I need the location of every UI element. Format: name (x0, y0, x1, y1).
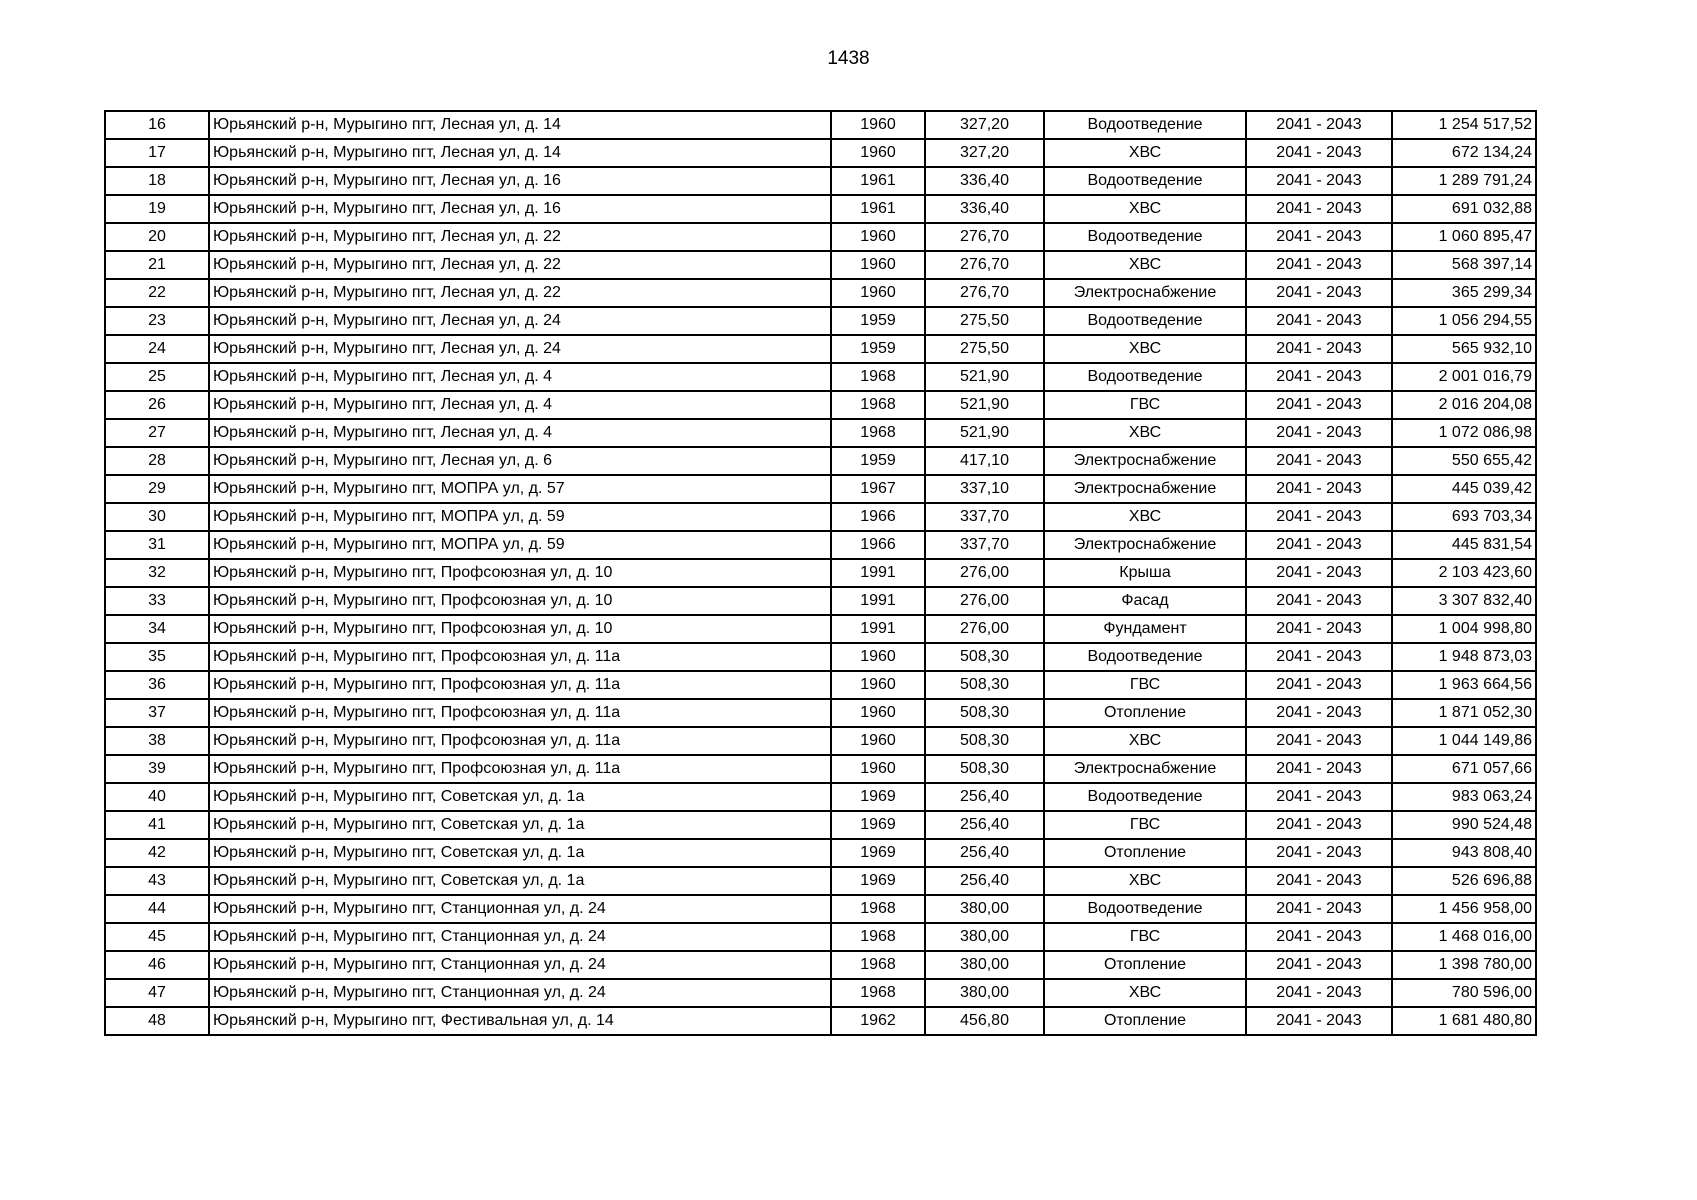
area-cell: 256,40 (925, 839, 1044, 867)
work-type-cell: ХВС (1044, 867, 1246, 895)
cost-cell: 445 831,54 (1392, 531, 1536, 559)
cost-cell: 1 060 895,47 (1392, 223, 1536, 251)
area-cell: 508,30 (925, 755, 1044, 783)
address-cell: Юрьянский р-н, Мурыгино пгт, Лесная ул, д. 4 (209, 363, 831, 391)
year-built-cell: 1967 (831, 475, 925, 503)
cost-cell: 445 039,42 (1392, 475, 1536, 503)
cost-cell: 983 063,24 (1392, 783, 1536, 811)
address-cell: Юрьянский р-н, Мурыгино пгт, Лесная ул, д. 6 (209, 447, 831, 475)
cost-cell: 691 032,88 (1392, 195, 1536, 223)
work-type-cell: ХВС (1044, 419, 1246, 447)
row-number-cell: 35 (105, 643, 209, 671)
period-cell: 2041 - 2043 (1246, 979, 1392, 1007)
period-cell: 2041 - 2043 (1246, 783, 1392, 811)
cost-cell: 1 398 780,00 (1392, 951, 1536, 979)
table-row (105, 167, 1536, 195)
table-row (105, 139, 1536, 167)
cost-cell: 672 134,24 (1392, 139, 1536, 167)
table-row (105, 783, 1536, 811)
period-cell: 2041 - 2043 (1246, 643, 1392, 671)
work-type-cell: Фундамент (1044, 615, 1246, 643)
area-cell: 521,90 (925, 391, 1044, 419)
work-type-cell: Отопление (1044, 951, 1246, 979)
table-row (105, 895, 1536, 923)
area-cell: 336,40 (925, 195, 1044, 223)
address-cell: Юрьянский р-н, Мурыгино пгт, Лесная ул, д. 4 (209, 391, 831, 419)
year-built-cell: 1968 (831, 391, 925, 419)
address-cell: Юрьянский р-н, Мурыгино пгт, Советская ул, д. 1а (209, 783, 831, 811)
address-cell: Юрьянский р-н, Мурыгино пгт, Советская ул, д. 1а (209, 867, 831, 895)
address-cell: Юрьянский р-н, Мурыгино пгт, Лесная ул, д. 16 (209, 167, 831, 195)
cost-cell: 2 103 423,60 (1392, 559, 1536, 587)
address-cell: Юрьянский р-н, Мурыгино пгт, Профсоюзная ул, д. 10 (209, 587, 831, 615)
work-type-cell: Водоотведение (1044, 783, 1246, 811)
area-cell: 276,70 (925, 251, 1044, 279)
cost-cell: 1 963 664,56 (1392, 671, 1536, 699)
period-cell: 2041 - 2043 (1246, 195, 1392, 223)
table-row (105, 419, 1536, 447)
row-number-cell: 43 (105, 867, 209, 895)
cost-cell: 2 001 016,79 (1392, 363, 1536, 391)
address-cell: Юрьянский р-н, Мурыгино пгт, МОПРА ул, д. 59 (209, 531, 831, 559)
work-type-cell: Водоотведение (1044, 223, 1246, 251)
row-number-cell: 47 (105, 979, 209, 1007)
cost-cell: 1 004 998,80 (1392, 615, 1536, 643)
cost-cell: 565 932,10 (1392, 335, 1536, 363)
area-cell: 508,30 (925, 727, 1044, 755)
area-cell: 417,10 (925, 447, 1044, 475)
address-cell: Юрьянский р-н, Мурыгино пгт, Станционная ул, д. 24 (209, 979, 831, 1007)
cost-cell: 526 696,88 (1392, 867, 1536, 895)
row-number-cell: 23 (105, 307, 209, 335)
address-cell: Юрьянский р-н, Мурыгино пгт, Лесная ул, д. 16 (209, 195, 831, 223)
work-type-cell: Водоотведение (1044, 363, 1246, 391)
cost-cell: 1 072 086,98 (1392, 419, 1536, 447)
period-cell: 2041 - 2043 (1246, 419, 1392, 447)
address-cell: Юрьянский р-н, Мурыгино пгт, МОПРА ул, д. 59 (209, 503, 831, 531)
table-row (105, 811, 1536, 839)
year-built-cell: 1960 (831, 223, 925, 251)
year-built-cell: 1969 (831, 783, 925, 811)
period-cell: 2041 - 2043 (1246, 615, 1392, 643)
area-cell: 337,70 (925, 503, 1044, 531)
area-cell: 380,00 (925, 979, 1044, 1007)
work-type-cell: ХВС (1044, 195, 1246, 223)
address-cell: Юрьянский р-н, Мурыгино пгт, Лесная ул, д. 14 (209, 139, 831, 167)
work-type-cell: Электроснабжение (1044, 475, 1246, 503)
work-type-cell: Отопление (1044, 839, 1246, 867)
table-row (105, 923, 1536, 951)
period-cell: 2041 - 2043 (1246, 139, 1392, 167)
work-type-cell: Водоотведение (1044, 307, 1246, 335)
period-cell: 2041 - 2043 (1246, 1007, 1392, 1035)
year-built-cell: 1968 (831, 979, 925, 1007)
area-cell: 508,30 (925, 643, 1044, 671)
address-cell: Юрьянский р-н, Мурыгино пгт, Станционная ул, д. 24 (209, 895, 831, 923)
period-cell: 2041 - 2043 (1246, 335, 1392, 363)
work-type-cell: Электроснабжение (1044, 279, 1246, 307)
area-cell: 276,70 (925, 279, 1044, 307)
row-number-cell: 19 (105, 195, 209, 223)
row-number-cell: 46 (105, 951, 209, 979)
period-cell: 2041 - 2043 (1246, 475, 1392, 503)
period-cell: 2041 - 2043 (1246, 279, 1392, 307)
period-cell: 2041 - 2043 (1246, 223, 1392, 251)
period-cell: 2041 - 2043 (1246, 755, 1392, 783)
year-built-cell: 1960 (831, 139, 925, 167)
area-cell: 508,30 (925, 671, 1044, 699)
year-built-cell: 1966 (831, 503, 925, 531)
table-row (105, 867, 1536, 895)
cost-cell: 1 289 791,24 (1392, 167, 1536, 195)
period-cell: 2041 - 2043 (1246, 587, 1392, 615)
table-body (105, 111, 1536, 1035)
period-cell: 2041 - 2043 (1246, 531, 1392, 559)
year-built-cell: 1968 (831, 363, 925, 391)
row-number-cell: 22 (105, 279, 209, 307)
area-cell: 521,90 (925, 363, 1044, 391)
cost-cell: 693 703,34 (1392, 503, 1536, 531)
address-cell: Юрьянский р-н, Мурыгино пгт, Фестивальная ул, д. 14 (209, 1007, 831, 1035)
table-row (105, 503, 1536, 531)
table-row (105, 671, 1536, 699)
address-cell: Юрьянский р-н, Мурыгино пгт, Профсоюзная ул, д. 11а (209, 755, 831, 783)
period-cell: 2041 - 2043 (1246, 839, 1392, 867)
cost-cell: 1 456 958,00 (1392, 895, 1536, 923)
table-row (105, 979, 1536, 1007)
address-cell: Юрьянский р-н, Мурыгино пгт, Профсоюзная ул, д. 11а (209, 671, 831, 699)
year-built-cell: 1960 (831, 699, 925, 727)
area-cell: 276,00 (925, 615, 1044, 643)
area-cell: 380,00 (925, 923, 1044, 951)
address-cell: Юрьянский р-н, Мурыгино пгт, Лесная ул, д. 4 (209, 419, 831, 447)
area-cell: 337,10 (925, 475, 1044, 503)
year-built-cell: 1966 (831, 531, 925, 559)
address-cell: Юрьянский р-н, Мурыгино пгт, Советская ул, д. 1а (209, 811, 831, 839)
row-number-cell: 48 (105, 1007, 209, 1035)
area-cell: 380,00 (925, 895, 1044, 923)
work-type-cell: ХВС (1044, 503, 1246, 531)
area-cell: 275,50 (925, 307, 1044, 335)
table-row (105, 951, 1536, 979)
cost-cell: 2 016 204,08 (1392, 391, 1536, 419)
cost-cell: 780 596,00 (1392, 979, 1536, 1007)
year-built-cell: 1961 (831, 167, 925, 195)
period-cell: 2041 - 2043 (1246, 559, 1392, 587)
row-number-cell: 42 (105, 839, 209, 867)
cost-cell: 1 044 149,86 (1392, 727, 1536, 755)
area-cell: 380,00 (925, 951, 1044, 979)
year-built-cell: 1960 (831, 111, 925, 139)
period-cell: 2041 - 2043 (1246, 251, 1392, 279)
table-row (105, 335, 1536, 363)
row-number-cell: 29 (105, 475, 209, 503)
address-cell: Юрьянский р-н, Мурыгино пгт, Лесная ул, д. 24 (209, 335, 831, 363)
row-number-cell: 45 (105, 923, 209, 951)
address-cell: Юрьянский р-н, Мурыгино пгт, Профсоюзная ул, д. 10 (209, 559, 831, 587)
table-row (105, 615, 1536, 643)
work-type-cell: Фасад (1044, 587, 1246, 615)
work-type-cell: ХВС (1044, 979, 1246, 1007)
period-cell: 2041 - 2043 (1246, 867, 1392, 895)
row-number-cell: 41 (105, 811, 209, 839)
cost-cell: 1 871 052,30 (1392, 699, 1536, 727)
repair-schedule-table (104, 110, 1537, 1036)
address-cell: Юрьянский р-н, Мурыгино пгт, Профсоюзная ул, д. 11а (209, 727, 831, 755)
year-built-cell: 1969 (831, 811, 925, 839)
cost-cell: 568 397,14 (1392, 251, 1536, 279)
period-cell: 2041 - 2043 (1246, 307, 1392, 335)
table-row (105, 447, 1536, 475)
period-cell: 2041 - 2043 (1246, 363, 1392, 391)
work-type-cell: ГВС (1044, 671, 1246, 699)
cost-cell: 1 254 517,52 (1392, 111, 1536, 139)
address-cell: Юрьянский р-н, Мурыгино пгт, Профсоюзная ул, д. 10 (209, 615, 831, 643)
area-cell: 256,40 (925, 783, 1044, 811)
year-built-cell: 1962 (831, 1007, 925, 1035)
area-cell: 256,40 (925, 867, 1044, 895)
area-cell: 276,70 (925, 223, 1044, 251)
row-number-cell: 21 (105, 251, 209, 279)
year-built-cell: 1968 (831, 923, 925, 951)
table-row (105, 475, 1536, 503)
work-type-cell: ХВС (1044, 335, 1246, 363)
cost-cell: 1 468 016,00 (1392, 923, 1536, 951)
row-number-cell: 39 (105, 755, 209, 783)
year-built-cell: 1968 (831, 419, 925, 447)
year-built-cell: 1959 (831, 307, 925, 335)
table-row (105, 699, 1536, 727)
cost-cell: 943 808,40 (1392, 839, 1536, 867)
year-built-cell: 1991 (831, 559, 925, 587)
area-cell: 521,90 (925, 419, 1044, 447)
year-built-cell: 1960 (831, 643, 925, 671)
period-cell: 2041 - 2043 (1246, 811, 1392, 839)
cost-cell: 1 056 294,55 (1392, 307, 1536, 335)
row-number-cell: 34 (105, 615, 209, 643)
cost-cell: 1 681 480,80 (1392, 1007, 1536, 1035)
address-cell: Юрьянский р-н, Мурыгино пгт, Лесная ул, д. 14 (209, 111, 831, 139)
cost-cell: 3 307 832,40 (1392, 587, 1536, 615)
row-number-cell: 28 (105, 447, 209, 475)
row-number-cell: 31 (105, 531, 209, 559)
period-cell: 2041 - 2043 (1246, 895, 1392, 923)
address-cell: Юрьянский р-н, Мурыгино пгт, Станционная ул, д. 24 (209, 923, 831, 951)
work-type-cell: ХВС (1044, 251, 1246, 279)
cost-cell: 671 057,66 (1392, 755, 1536, 783)
address-cell: Юрьянский р-н, Мурыгино пгт, Лесная ул, д. 22 (209, 223, 831, 251)
year-built-cell: 1960 (831, 755, 925, 783)
year-built-cell: 1959 (831, 447, 925, 475)
cost-cell: 990 524,48 (1392, 811, 1536, 839)
year-built-cell: 1960 (831, 251, 925, 279)
row-number-cell: 20 (105, 223, 209, 251)
row-number-cell: 27 (105, 419, 209, 447)
year-built-cell: 1991 (831, 615, 925, 643)
row-number-cell: 30 (105, 503, 209, 531)
cost-cell: 1 948 873,03 (1392, 643, 1536, 671)
period-cell: 2041 - 2043 (1246, 727, 1392, 755)
area-cell: 327,20 (925, 139, 1044, 167)
page-number: 1438 (827, 48, 870, 69)
year-built-cell: 1960 (831, 727, 925, 755)
work-type-cell: ХВС (1044, 139, 1246, 167)
address-cell: Юрьянский р-н, Мурыгино пгт, Лесная ул, д. 22 (209, 251, 831, 279)
period-cell: 2041 - 2043 (1246, 391, 1392, 419)
year-built-cell: 1959 (831, 335, 925, 363)
row-number-cell: 32 (105, 559, 209, 587)
work-type-cell: ГВС (1044, 923, 1246, 951)
work-type-cell: Водоотведение (1044, 895, 1246, 923)
period-cell: 2041 - 2043 (1246, 671, 1392, 699)
address-cell: Юрьянский р-н, Мурыгино пгт, Советская ул, д. 1а (209, 839, 831, 867)
row-number-cell: 38 (105, 727, 209, 755)
row-number-cell: 44 (105, 895, 209, 923)
row-number-cell: 37 (105, 699, 209, 727)
work-type-cell: Электроснабжение (1044, 755, 1246, 783)
work-type-cell: Отопление (1044, 699, 1246, 727)
address-cell: Юрьянский р-н, Мурыгино пгт, Профсоюзная ул, д. 11а (209, 643, 831, 671)
work-type-cell: Водоотведение (1044, 111, 1246, 139)
work-type-cell: Крыша (1044, 559, 1246, 587)
area-cell: 508,30 (925, 699, 1044, 727)
year-built-cell: 1968 (831, 951, 925, 979)
table-row (105, 559, 1536, 587)
period-cell: 2041 - 2043 (1246, 503, 1392, 531)
table-row (105, 195, 1536, 223)
area-cell: 275,50 (925, 335, 1044, 363)
address-cell: Юрьянский р-н, Мурыгино пгт, Станционная ул, д. 24 (209, 951, 831, 979)
period-cell: 2041 - 2043 (1246, 699, 1392, 727)
area-cell: 276,00 (925, 559, 1044, 587)
table-row (105, 643, 1536, 671)
table-row (105, 839, 1536, 867)
row-number-cell: 40 (105, 783, 209, 811)
cost-cell: 550 655,42 (1392, 447, 1536, 475)
work-type-cell: ГВС (1044, 391, 1246, 419)
address-cell: Юрьянский р-н, Мурыгино пгт, Лесная ул, д. 22 (209, 279, 831, 307)
year-built-cell: 1991 (831, 587, 925, 615)
cost-cell: 365 299,34 (1392, 279, 1536, 307)
work-type-cell: Водоотведение (1044, 167, 1246, 195)
row-number-cell: 36 (105, 671, 209, 699)
row-number-cell: 16 (105, 111, 209, 139)
table-row (105, 251, 1536, 279)
work-type-cell: Водоотведение (1044, 643, 1246, 671)
address-cell: Юрьянский р-н, Мурыгино пгт, Профсоюзная ул, д. 11а (209, 699, 831, 727)
period-cell: 2041 - 2043 (1246, 923, 1392, 951)
period-cell: 2041 - 2043 (1246, 951, 1392, 979)
row-number-cell: 33 (105, 587, 209, 615)
table-row (105, 223, 1536, 251)
table-row (105, 587, 1536, 615)
table-row (105, 727, 1536, 755)
row-number-cell: 17 (105, 139, 209, 167)
table-row (105, 755, 1536, 783)
area-cell: 327,20 (925, 111, 1044, 139)
table-row (105, 531, 1536, 559)
work-type-cell: ГВС (1044, 811, 1246, 839)
table-row (105, 391, 1536, 419)
area-cell: 256,40 (925, 811, 1044, 839)
work-type-cell: ХВС (1044, 727, 1246, 755)
area-cell: 276,00 (925, 587, 1044, 615)
area-cell: 337,70 (925, 531, 1044, 559)
row-number-cell: 24 (105, 335, 209, 363)
work-type-cell: Электроснабжение (1044, 447, 1246, 475)
period-cell: 2041 - 2043 (1246, 167, 1392, 195)
row-number-cell: 18 (105, 167, 209, 195)
area-cell: 456,80 (925, 1007, 1044, 1035)
area-cell: 336,40 (925, 167, 1044, 195)
year-built-cell: 1961 (831, 195, 925, 223)
period-cell: 2041 - 2043 (1246, 111, 1392, 139)
table-row (105, 1007, 1536, 1035)
row-number-cell: 25 (105, 363, 209, 391)
address-cell: Юрьянский р-н, Мурыгино пгт, Лесная ул, д. 24 (209, 307, 831, 335)
year-built-cell: 1969 (831, 839, 925, 867)
year-built-cell: 1960 (831, 671, 925, 699)
work-type-cell: Электроснабжение (1044, 531, 1246, 559)
table-row (105, 279, 1536, 307)
address-cell: Юрьянский р-н, Мурыгино пгт, МОПРА ул, д. 57 (209, 475, 831, 503)
year-built-cell: 1960 (831, 279, 925, 307)
table-row (105, 307, 1536, 335)
year-built-cell: 1969 (831, 867, 925, 895)
row-number-cell: 26 (105, 391, 209, 419)
period-cell: 2041 - 2043 (1246, 447, 1392, 475)
table-row (105, 111, 1536, 139)
table-row (105, 363, 1536, 391)
year-built-cell: 1968 (831, 895, 925, 923)
work-type-cell: Отопление (1044, 1007, 1246, 1035)
